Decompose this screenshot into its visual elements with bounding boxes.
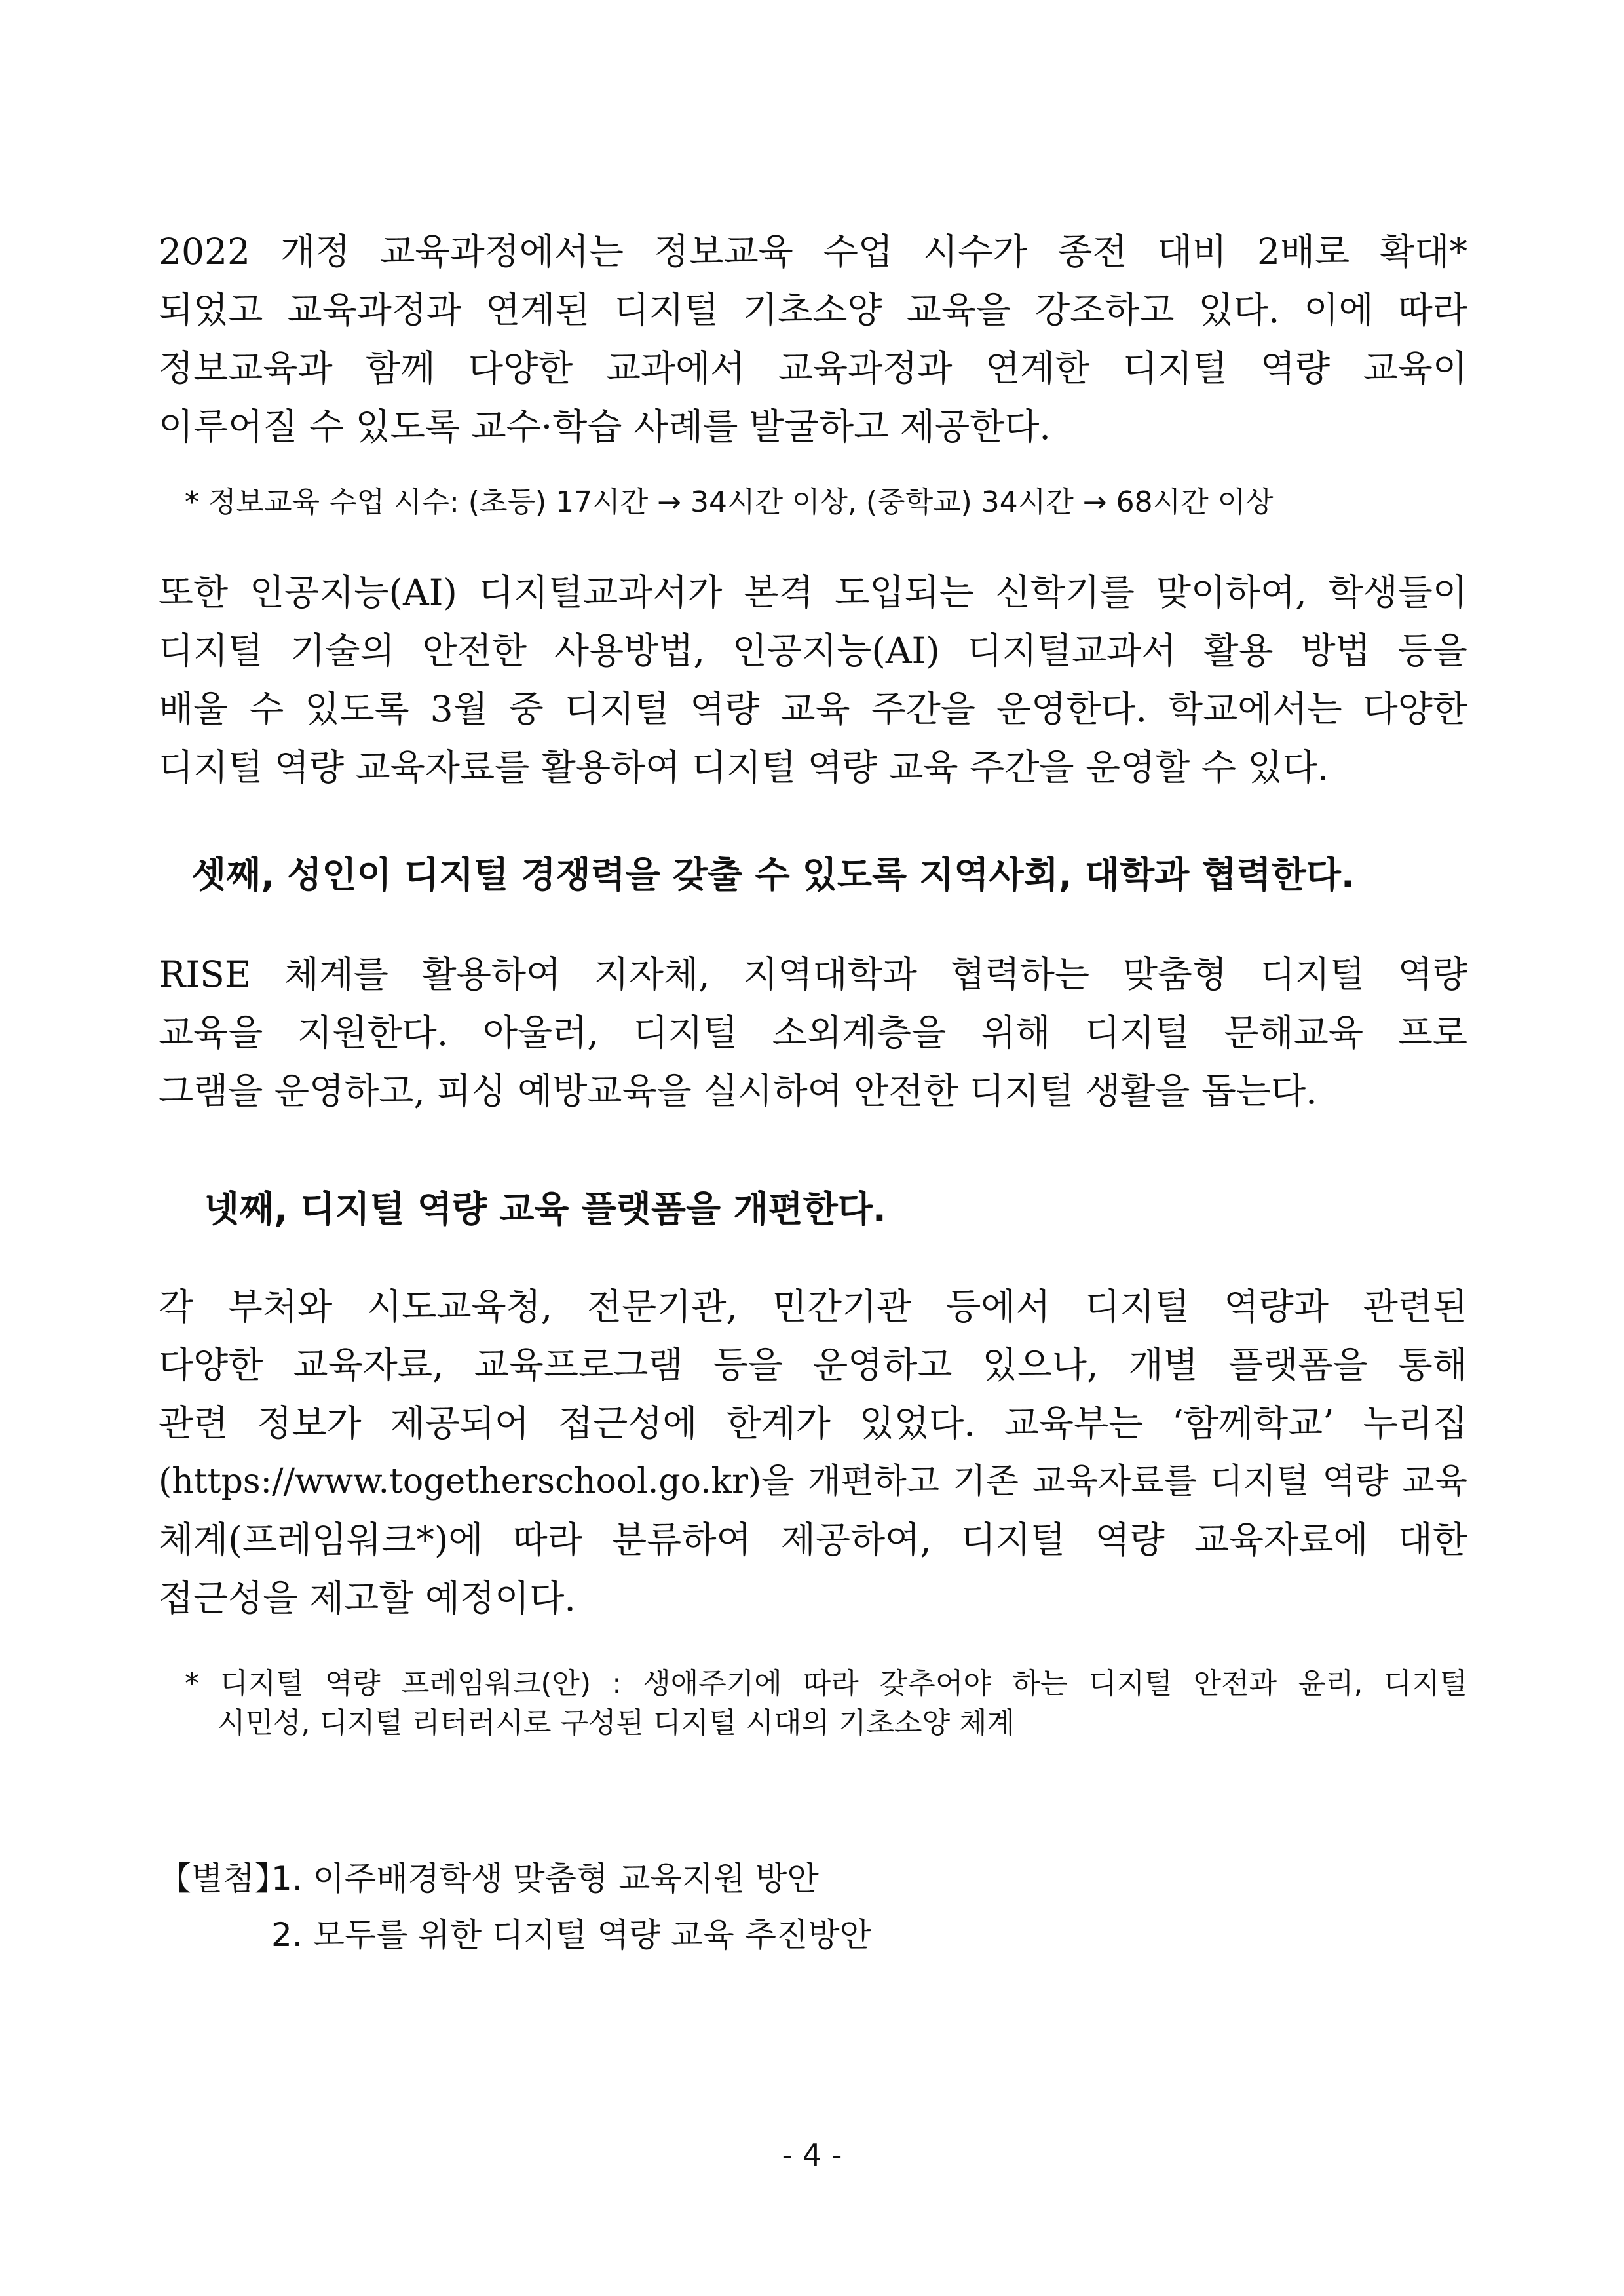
section-heading-fourth: 넷째, 디지털 역량 교육 플랫폼을 개편한다. — [204, 1188, 886, 1230]
text-line: 각 부처와 시도교육청, 전문기관, 민간기관 등에서 디지털 역량과 관련된 — [159, 1286, 1467, 1328]
attachment-label: 2. 모두를 위한 디지털 역량 교육 추진방안 — [271, 1916, 871, 1954]
text-line: 디지털 기술의 안전한 사용방법, 인공지능(AI) 디지털교과서 활용 방법 등을 — [159, 630, 1467, 672]
text-line: 또한 인공지능(AI) 디지털교과서가 본격 도입되는 신학기를 맞이하여, 학생들이 — [159, 571, 1467, 613]
attachment-label: 1. 이주배경학생 맞춤형 교육지원 방안 — [271, 1860, 819, 1898]
footnote-digital-framework — [185, 1664, 1467, 1743]
paragraph-informatics-education — [159, 223, 1467, 456]
paragraph-rise-system — [159, 946, 1467, 1120]
text-line: 이루어질 수 있도록 교수·학습 사례를 발굴하고 제공한다. — [159, 406, 1051, 448]
section-heading-third: 셋째, 성인이 디지털 경쟁력을 갖출 수 있도록 지역사회, 대학과 협력한다. — [191, 854, 1355, 896]
footnote-line: * 정보교육 수업 시수: (초등) 17시간 → 34시간 이상, (중학교) 34시간 → 68시간 이상 — [185, 486, 1274, 519]
text-line: 그램을 운영하고, 피싱 예방교육을 실시하여 안전한 디지털 생활을 돕는다. — [159, 1070, 1317, 1112]
text-line: 다양한 교육자료, 교육프로그램 등을 운영하고 있으나, 개별 플랫폼을 통해 — [159, 1344, 1467, 1386]
text-line: 배울 수 있도록 3월 중 디지털 역량 교육 주간을 운영한다. 학교에서는 다양한 — [159, 688, 1467, 730]
paragraph-ai-textbook — [159, 564, 1467, 797]
text-line: 정보교육과 함께 다양한 교과에서 교육과정과 연계한 디지털 역량 교육이 — [159, 347, 1467, 389]
attachment-item — [159, 1907, 871, 1963]
text-line: (https://www.togetherschool.go.kr)을 개편하고 기존 교육자료를 디지털 역량 교육 — [159, 1462, 1467, 1501]
attachment-item — [159, 1850, 871, 1907]
paragraph-platform-reform — [159, 1278, 1467, 1628]
text-line: 교육을 지원한다. 아울러, 디지털 소외계층을 위해 디지털 문해교육 프로 — [159, 1012, 1467, 1054]
text-line: RISE 체계를 활용하여 지자체, 지역대학과 협력하는 맞춤형 디지털 역량 — [159, 953, 1467, 995]
footnote-class-hours — [185, 483, 1467, 522]
text-line: 관련 정보가 제공되어 접근성에 한계가 있었다. 교육부는 ‘함께학교’ 누리집 — [159, 1402, 1467, 1444]
text-line: 2022 개정 교육과정에서는 정보교육 수업 시수가 종전 대비 2배로 확대* — [159, 231, 1467, 273]
attachment-tag: 【별첨】 — [159, 1860, 288, 1898]
attachments-list — [159, 1850, 871, 1963]
text-line: 체계(프레임워크*)에 따라 분류하여 제공하여, 디지털 역량 교육자료에 대한 — [159, 1519, 1467, 1561]
page-number: - 4 - — [782, 2137, 842, 2173]
footnote-line: * 디지털 역량 프레임워크(안) : 생애주기에 따라 갖추어야 하는 디지털 안전과 윤리, 디지털 — [185, 1667, 1467, 1700]
text-line: 접근성을 제고할 예정이다. — [159, 1577, 576, 1619]
text-line: 되었고 교육과정과 연계된 디지털 기초소양 교육을 강조하고 있다. 이에 따라 — [159, 289, 1467, 331]
text-line: 디지털 역량 교육자료를 활용하여 디지털 역량 교육 주간을 운영할 수 있다. — [159, 746, 1329, 788]
footnote-line: 시민성, 디지털 리터러시로 구성된 디지털 시대의 기초소양 체계 — [217, 1706, 1015, 1740]
